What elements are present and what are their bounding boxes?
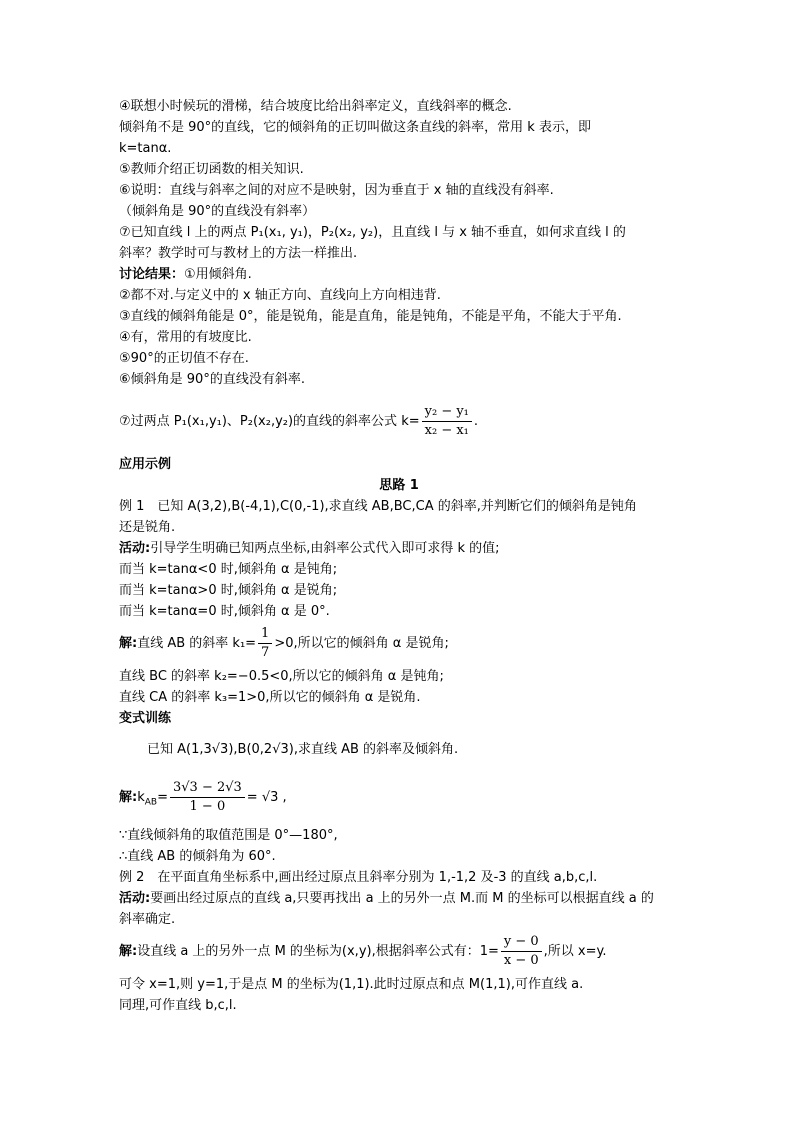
activity-text: 要画出经过原点的直线 a,只要再找出 a 上的另外一点 M.而 M 的坐标可以根据直线 a 的 [150, 890, 654, 906]
solution-label: 解: [119, 636, 138, 651]
text-line: ⑥说明：直线与斜率之间的对应不是映射，因为垂直于 x 轴的直线没有斜率. [119, 183, 554, 198]
example-1-line: 例 1 已知 A(3,2),B(-4,1),C(0,-1),求直线 AB,BC,CA 的斜率,并判断它们的倾斜角是钝角 [119, 499, 637, 514]
text-line: ∴直线 AB 的倾斜角为 60°. [119, 848, 276, 864]
fraction-denominator: 7 [261, 645, 270, 660]
text-line: 同理,可作直线 b,c,l. [119, 997, 237, 1013]
activity-label: 活动: [119, 890, 151, 906]
example-1-line: 还是锐角. [119, 520, 176, 535]
solution-line [119, 776, 679, 825]
discussion-label: 讨论结果： [119, 267, 185, 282]
solution-text: k [137, 790, 145, 805]
slope-fraction [258, 625, 272, 662]
slope-formula-line [119, 400, 679, 444]
solution-text: 直线 AB 的斜率 k₁= [137, 636, 257, 651]
discussion-text: ①用倾斜角. [184, 267, 252, 282]
text-line: 直线 BC 的斜率 k₂=−0.5<0,所以它的倾斜角 α 是钝角; [119, 669, 444, 684]
formula-suffix: . [473, 414, 479, 429]
text-line: 直线 CA 的斜率 k₃=1>0,所以它的倾斜角 α 是锐角. [119, 690, 421, 705]
fraction-denominator: 1 − 0 [189, 799, 226, 814]
text-line: ∵直线倾斜角的取值范围是 0°—180°, [119, 827, 338, 843]
text-line: 可令 x=1,则 y=1,于是点 M 的坐标为(1,1).此时过原点和点 M(1,1),可作直线 a. [119, 976, 584, 992]
text-line: 而当 k=tanα>0 时,倾斜角 α 是锐角; [119, 583, 338, 598]
slope-fraction [422, 403, 472, 440]
solution-label: 解: [119, 790, 138, 805]
example-2-line: 例 2 在平面直角坐标系中,画出经过原点且斜率分别为 1,-1,2 及-3 的直线 a,b,c,l. [119, 869, 598, 885]
solution-label: 解: [119, 943, 138, 959]
fraction-numerator: y − 0 [501, 933, 542, 952]
slope-fraction [501, 933, 542, 970]
text-line: ④有，常用的有坡度比. [119, 330, 252, 345]
discussion-line [119, 264, 679, 285]
solution-line [119, 622, 679, 666]
fraction-numerator: 1 [258, 625, 272, 644]
solution-text: >0,所以它的倾斜角 α 是锐角; [274, 636, 449, 651]
text-line: ④联想小时候玩的滑梯，结合坡度比给出斜率定义，直线斜率的概念. [119, 99, 512, 114]
solution-text: 设直线 a 上的另外一点 M 的坐标为(x,y),根据斜率公式有：1= [137, 943, 499, 959]
document-page [119, 96, 679, 1016]
solution-line [119, 930, 679, 974]
text-line: （倾斜角是 90°的直线没有斜率） [119, 204, 316, 219]
variant-question: 已知 A(1,3√3),B(0,2√3),求直线 AB 的斜率及倾斜角. [147, 742, 459, 757]
formula-prefix: ⑦过两点 P₁(x₁,y₁)、P₂(x₂,y₂)的直线的斜率公式 k= [119, 414, 420, 429]
fraction-denominator: x − 0 [503, 952, 539, 968]
solution-text: = √3 , [246, 790, 287, 805]
text-line: ⑥倾斜角是 90°的直线没有斜率. [119, 372, 305, 387]
subscript: AB [144, 797, 158, 808]
text-line: ③直线的倾斜角能是 0°，能是锐角，能是直角，能是钝角，不能是平角，不能大于平角. [119, 309, 622, 324]
activity-text: 引导学生明确已知两点坐标,由斜率公式代入即可求得 k 的值; [150, 541, 500, 556]
fraction-numerator: y₂ − y₁ [422, 403, 472, 422]
text-line: ⑤教师介绍正切函数的相关知识. [119, 162, 304, 177]
text-line: ②都不对.与定义中的 x 轴正方向、直线向上方向相违背. [119, 288, 441, 303]
fraction-numerator: 3√3 − 2√3 [170, 779, 245, 798]
subsection-heading: 思路 1 [379, 478, 419, 493]
text-line: 而当 k=tanα<0 时,倾斜角 α 是钝角; [119, 562, 338, 577]
activity-line [119, 538, 679, 559]
text-line: ⑦已知直线 l 上的两点 P₁(x₁, y₁)，P₂(x₂, y₂)，且直线 l 与 x 轴不垂直，如何求直线 l 的 [119, 225, 626, 240]
text-line: k=tanα. [119, 141, 172, 156]
text-line: 斜率？教学时可与教材上的方法一样推出. [119, 246, 358, 261]
activity-label: 活动: [119, 541, 151, 556]
text-line: 而当 k=tanα=0 时,倾斜角 α 是 0°. [119, 604, 330, 619]
fraction-denominator: x₂ − x₁ [424, 423, 469, 438]
solution-text: ,所以 x=y. [543, 943, 607, 959]
activity-line [119, 888, 679, 909]
slope-fraction [170, 779, 245, 816]
section-heading: 变式训练 [119, 711, 172, 726]
equals-sign: = [157, 790, 168, 805]
section-heading: 应用示例 [119, 457, 172, 472]
text-line: 斜率确定. [119, 911, 176, 927]
text-line: 倾斜角不是 90°的直线，它的倾斜角的正切叫做这条直线的斜率，常用 k 表示，即 [119, 120, 591, 135]
text-line: ⑤90°的正切值不存在. [119, 351, 249, 366]
